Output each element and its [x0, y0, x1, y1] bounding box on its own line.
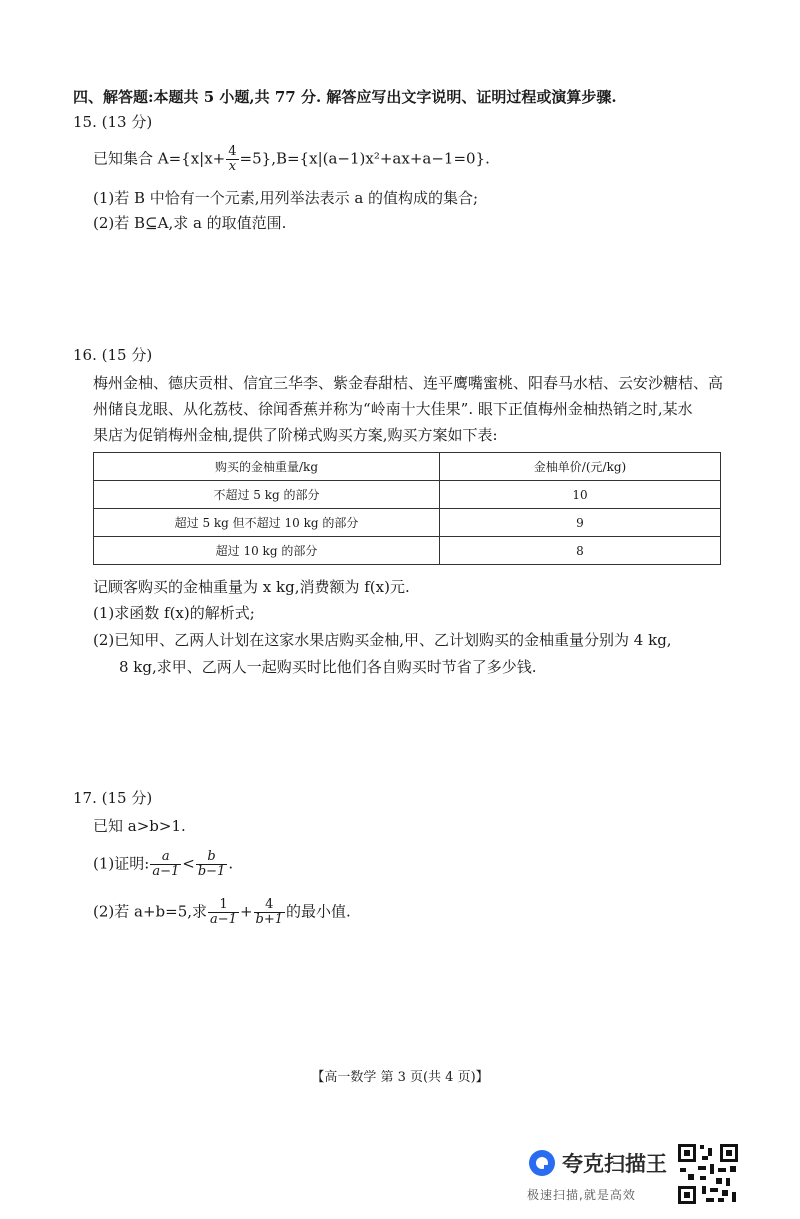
q17-part1 — [93, 850, 233, 879]
q15-stem-prefix: 已知集合 A={x|x+ — [93, 149, 226, 168]
q16-part2-line2: 8 kg,求甲、乙两人一起购买时比他们各自购买时节省了多少钱. — [119, 658, 537, 676]
q15-frac-den: x — [228, 159, 237, 174]
q17-p1-frac2 — [196, 850, 228, 879]
q15-part1: (1)若 B 中恰有一个元素,用列举法表示 a 的值构成的集合; — [93, 189, 479, 207]
qr-code-icon — [676, 1142, 740, 1206]
q17-given: 已知 a>b>1. — [93, 817, 186, 835]
q17-part2 — [93, 898, 351, 927]
q16-para-line1: 梅州金柚、德庆贡柑、信宜三华李、紫金春甜桔、连平鹰嘴蜜桃、阳春马水桔、云安沙糖桔、高 — [93, 374, 724, 392]
table-cell-price: 8 — [440, 537, 721, 565]
q15-frac-num: 4 — [228, 144, 237, 159]
q17-p1-end: . — [228, 854, 234, 873]
q16-part2-line1: (2)已知甲、乙两人计划在这家水果店购买金柚,甲、乙计划购买的金柚重量分别为 4 kg, — [93, 631, 672, 649]
q17-p1-frac1-num: a — [150, 850, 181, 865]
q16-para-line3: 果店为促销梅州金柚,提供了阶梯式购买方案,购买方案如下表: — [93, 426, 498, 444]
q17-p2-frac1-num: 1 — [208, 898, 239, 913]
q15-part2: (2)若 B⊆A,求 a 的取值范围. — [93, 214, 287, 232]
pricing-table — [93, 452, 721, 565]
q15-fraction — [226, 145, 238, 174]
q17-number: 17. (15 分) — [73, 789, 153, 807]
table-header-row — [94, 453, 721, 481]
table-cell-range: 超过 10 kg 的部分 — [94, 537, 440, 565]
section-heading: 四、解答题:本题共 5 小题,共 77 分. 解答应写出文字说明、证明过程或演算步骤. — [73, 88, 617, 106]
q17-p1-frac2-num: b — [196, 850, 228, 865]
q17-p1-op: < — [182, 854, 195, 873]
q17-part2-prefix: (2)若 a+b=5,求 — [93, 902, 208, 921]
table-header-weight: 购买的金柚重量/kg — [94, 453, 440, 481]
q17-part2-suffix: 的最小值. — [286, 902, 351, 921]
table-header-price: 金柚单价/(元/kg) — [440, 453, 721, 481]
q16-para-line2: 州储良龙眼、从化荔枝、徐闻香蕉并称为“岭南十大佳果”. 眼下正值梅州金柚热销之时,某水 — [93, 400, 693, 418]
watermark-brand: 夸克扫描王 — [562, 1152, 667, 1176]
q17-p2-frac2-den: b+1 — [255, 912, 284, 927]
q17-p1-frac1 — [150, 850, 181, 879]
q17-p2-frac2-num: 4 — [254, 898, 286, 913]
q17-p2-frac1-den: a−1 — [210, 912, 237, 927]
q15-stem-suffix: =5},B={x|(a−1)x²+ax+a−1=0}. — [239, 149, 490, 168]
q15-number: 15. (13 分) — [73, 113, 153, 131]
table-row — [94, 537, 721, 565]
table-cell-price: 10 — [440, 481, 721, 509]
table-row — [94, 481, 721, 509]
table-cell-range: 超过 5 kg 但不超过 10 kg 的部分 — [94, 509, 440, 537]
q17-p2-frac1 — [208, 898, 239, 927]
table-cell-range: 不超过 5 kg 的部分 — [94, 481, 440, 509]
q17-p2-frac2 — [254, 898, 286, 927]
table-cell-price: 9 — [440, 509, 721, 537]
q15-stem — [93, 145, 490, 174]
quark-logo-icon — [527, 1148, 557, 1178]
q17-p1-frac1-den: a−1 — [152, 864, 180, 879]
q17-p2-op: + — [239, 902, 253, 921]
watermark-tagline: 极速扫描,就是高效 — [527, 1188, 636, 1202]
q16-number: 16. (15 分) — [73, 346, 153, 364]
q17-p1-frac2-den: b−1 — [197, 864, 226, 879]
q16-part1: (1)求函数 f(x)的解析式; — [93, 604, 255, 622]
page-footer: 【高一数学 第 3 页(共 4 页)】 — [311, 1070, 489, 1085]
table-row — [94, 509, 721, 537]
q17-part1-prefix: (1)证明: — [93, 854, 150, 873]
q16-after-table: 记顾客购买的金柚重量为 x kg,消费额为 f(x)元. — [93, 578, 410, 596]
